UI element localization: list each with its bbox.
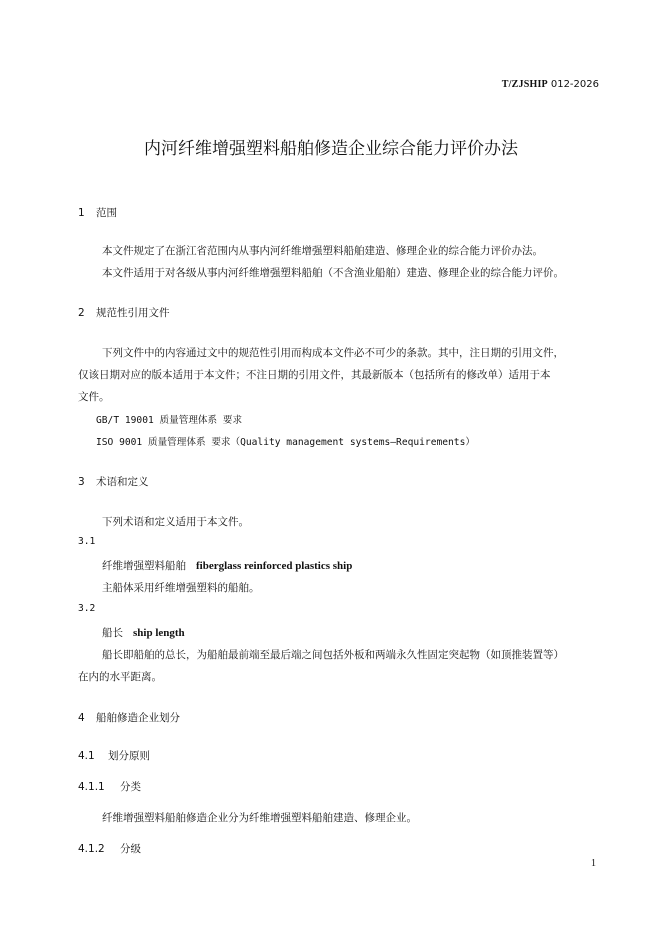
section-1-paragraph-2: 本文件适用于对各级从事内河纤维增强塑料船舶（不含渔业船舶）建造、修理企业的综合能力评价。	[102, 267, 564, 279]
document-title: 内河纤维增强塑料船舶修造企业综合能力评价办法	[144, 139, 518, 159]
section-number: 1	[78, 207, 85, 219]
section-number: 4	[78, 712, 85, 724]
section-2-paragraph-line-1: 下列文件中的内容通过文中的规范性引用而构成本文件必不可少的条款。其中，注日期的引用文件，	[102, 347, 564, 359]
standard-number: 012-2026	[550, 79, 599, 90]
section-title: 规范性引用文件	[96, 307, 170, 319]
term-1-definition: 主船体采用纤维增强塑料的船舶。	[102, 582, 260, 594]
section-3-heading	[78, 474, 149, 489]
subsection-title: 分类	[120, 781, 141, 793]
term-2-definition-line-2: 在内的水平距离。	[78, 671, 162, 683]
term-2-heading	[102, 625, 185, 640]
section-1-paragraph-1: 本文件规定了在浙江省范围内从事内河纤维增强塑料船舶建造、修理企业的综合能力评价办法。	[102, 245, 543, 257]
term-2-definition-line-1: 船长即船舶的总长，为船舶最前端至最后端之间包括外板和两端永久性固定突起物（如顶推装置等）	[102, 649, 564, 661]
section-title: 船舶修造企业划分	[96, 712, 180, 724]
standard-prefix: T/ZJSHIP	[501, 79, 548, 90]
subsection-4-1-2-heading	[78, 841, 141, 856]
subsection-number: 4.1.1	[78, 781, 105, 793]
section-1-heading	[78, 205, 117, 220]
section-3-intro: 下列术语和定义适用于本文件。	[102, 516, 249, 528]
section-2-paragraph-line-3: 文件。	[78, 391, 110, 403]
term-english: fiberglass reinforced plastics ship	[196, 560, 353, 572]
subsection-4-1-1-text: 纤维增强塑料船舶修造企业分为纤维增强塑料船舶建造、修理企业。	[102, 812, 417, 824]
term-chinese: 纤维增强塑料船舶	[102, 560, 186, 572]
term-2-number: 3.2	[78, 603, 96, 614]
term-chinese: 船长	[102, 627, 123, 639]
term-english: ship length	[133, 627, 185, 639]
subsection-title: 划分原则	[108, 750, 150, 762]
normative-reference-1: GB/T 19001 质量管理体系 要求	[96, 415, 243, 426]
section-title: 术语和定义	[96, 476, 149, 488]
page-number: 1	[591, 858, 596, 869]
subsection-4-1-heading	[78, 748, 150, 763]
subsection-4-1-1-heading	[78, 779, 141, 794]
section-number: 3	[78, 476, 85, 488]
normative-reference-2: ISO 9001 质量管理体系 要求（Quality management systems—Requirements）	[96, 437, 475, 448]
section-number: 2	[78, 307, 85, 319]
section-title: 范围	[96, 207, 117, 219]
standard-code	[502, 79, 599, 90]
subsection-number: 4.1.2	[78, 843, 105, 855]
subsection-number: 4.1	[78, 750, 95, 762]
term-1-heading	[102, 558, 352, 573]
section-2-heading	[78, 305, 170, 320]
term-1-number: 3.1	[78, 536, 96, 547]
section-2-paragraph-line-2: 仅该日期对应的版本适用于本文件；不注日期的引用文件，其最新版本（包括所有的修改单）适用于本	[78, 369, 551, 381]
section-4-heading	[78, 710, 180, 725]
subsection-title: 分级	[120, 843, 141, 855]
